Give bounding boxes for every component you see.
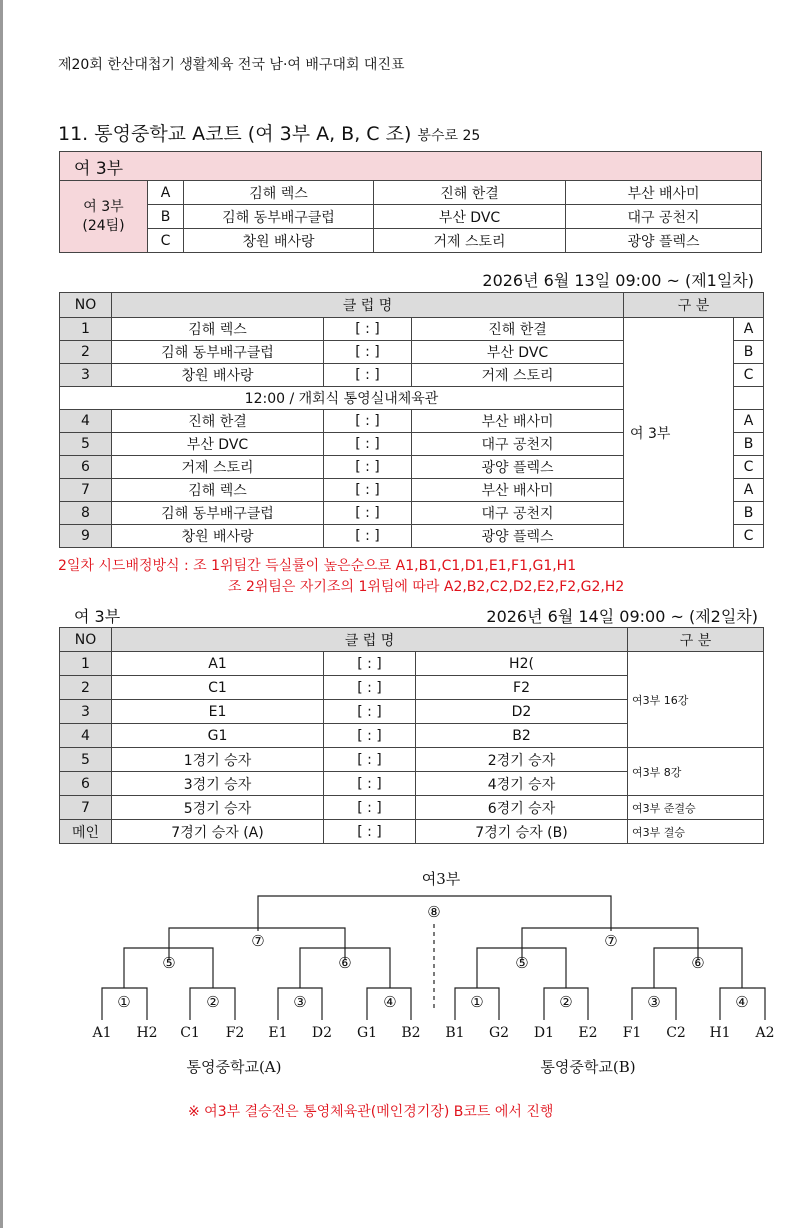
bracket-slot: H2: [136, 1025, 158, 1041]
away-team: 대구 공천지: [412, 433, 624, 456]
away-team: F2: [416, 676, 628, 700]
team-name: 부산 배사미: [566, 181, 762, 205]
header-no: NO: [60, 628, 112, 652]
score-box: [ : ]: [324, 525, 412, 548]
away-team: D2: [416, 700, 628, 724]
home-team: 창원 배사랑: [112, 364, 324, 387]
section-address: 봉수로 25: [417, 128, 481, 144]
group-letter-empty: [734, 387, 764, 410]
right-venue: 통영중학교(B): [540, 1058, 636, 1076]
away-team: 거제 스토리: [412, 364, 624, 387]
match-no: 1: [60, 652, 112, 676]
match-no: 7: [60, 479, 112, 502]
left-r16-node: ③: [293, 993, 307, 1011]
away-team: 진해 한결: [412, 318, 624, 341]
group-letter: B: [734, 341, 764, 364]
tournament-bracket: [0, 862, 800, 1102]
category-sf: 여3부 준결승: [628, 796, 764, 820]
match-no: 7: [60, 796, 112, 820]
match-no: 5: [60, 433, 112, 456]
right-r16-node: ③: [647, 993, 661, 1011]
section-title: [58, 119, 480, 146]
match-no: 9: [60, 525, 112, 548]
score-box: [ : ]: [324, 772, 416, 796]
right-qf-node: ⑤: [515, 954, 529, 972]
score-box: [ : ]: [324, 456, 412, 479]
score-box: [ : ]: [324, 676, 416, 700]
home-team: 창원 배사랑: [112, 525, 324, 548]
score-box: [ : ]: [324, 796, 416, 820]
bracket-slot: G2: [488, 1025, 510, 1041]
right-sf-node: ⑦: [604, 932, 618, 950]
bracket-slot: G1: [356, 1025, 378, 1041]
left-venue: 통영중학교(A): [186, 1058, 282, 1076]
score-box: [ : ]: [324, 479, 412, 502]
team-name: 광양 플렉스: [566, 229, 762, 253]
left-qf-node: ⑤: [162, 954, 176, 972]
home-team: 거제 스토리: [112, 456, 324, 479]
team-count: (24팀): [82, 217, 125, 234]
score-box: [ : ]: [324, 318, 412, 341]
match-no: 5: [60, 748, 112, 772]
bracket-slot: B1: [445, 1025, 465, 1041]
team-name: 김해 렉스: [184, 181, 374, 205]
team-name: 창원 배사랑: [184, 229, 374, 253]
home-team: 5경기 승자: [112, 796, 324, 820]
final-node: ⑧: [427, 903, 441, 921]
score-box: [ : ]: [324, 502, 412, 525]
footer-note: ※ 여3부 결승전은 통영체육관(메인경기장) B코트 에서 진행: [188, 1104, 554, 1120]
score-box: [ : ]: [324, 364, 412, 387]
away-team: 2경기 승자: [416, 748, 628, 772]
header-club: 클 럽 명: [112, 628, 628, 652]
score-box: [ : ]: [324, 748, 416, 772]
team-name: 대구 공천지: [566, 205, 762, 229]
groups-table: [59, 151, 762, 253]
right-r16-node: ④: [735, 993, 749, 1011]
seed-note-line1: 2일차 시드배정방식 : 조 1위팀간 득실률이 높은순으로 A1,B1,C1,D1,E1,F1,G1,H1: [58, 558, 577, 574]
group-letter: C: [734, 525, 764, 548]
bracket-slot: E2: [578, 1025, 598, 1041]
home-team: 1경기 승자: [112, 748, 324, 772]
day1-date: 2026년 6월 13일 09:00 ~ (제1일차): [482, 271, 754, 290]
match-no: 8: [60, 502, 112, 525]
bracket-slot: A1: [92, 1025, 112, 1041]
group-label: C: [148, 229, 184, 253]
group-letter: C: [734, 456, 764, 479]
away-team: 광양 플렉스: [412, 456, 624, 479]
bracket-slot: F1: [622, 1025, 642, 1041]
home-team: 3경기 승자: [112, 772, 324, 796]
category-qf: 여3부 8강: [628, 748, 764, 796]
match-no: 6: [60, 456, 112, 479]
home-team: A1: [112, 652, 324, 676]
opening-ceremony: 12:00 / 개회식 통영실내체육관: [60, 387, 624, 410]
category-cell: 여 3부: [624, 318, 734, 548]
score-box: [ : ]: [324, 724, 416, 748]
home-team: 진해 한결: [112, 410, 324, 433]
category-final: 여3부 결승: [628, 820, 764, 844]
score-box: [ : ]: [324, 652, 416, 676]
match-no: 2: [60, 341, 112, 364]
away-team: 6경기 승자: [416, 796, 628, 820]
away-team: 4경기 승자: [416, 772, 628, 796]
left-r16-node: ①: [117, 993, 131, 1011]
group-letter: A: [734, 318, 764, 341]
bracket-slot: B2: [401, 1025, 421, 1041]
match-no: 3: [60, 364, 112, 387]
bracket-slot: C2: [666, 1025, 686, 1041]
team-name: 진해 한결: [374, 181, 566, 205]
home-team: 김해 렉스: [112, 479, 324, 502]
header-no: NO: [60, 293, 112, 318]
header-category: 구 분: [624, 293, 764, 318]
team-name: 김해 동부배구클럽: [184, 205, 374, 229]
group-letter: C: [734, 364, 764, 387]
match-no: 6: [60, 772, 112, 796]
away-team: 부산 DVC: [412, 341, 624, 364]
match-no: 3: [60, 700, 112, 724]
bracket-slot: F2: [225, 1025, 245, 1041]
group-letter: A: [734, 479, 764, 502]
group-label: B: [148, 205, 184, 229]
left-r16-node: ②: [206, 993, 220, 1011]
away-team: B2: [416, 724, 628, 748]
home-team: 김해 동부배구클럽: [112, 502, 324, 525]
score-box: [ : ]: [324, 433, 412, 456]
away-team: 광양 플렉스: [412, 525, 624, 548]
right-qf-node: ⑥: [691, 954, 705, 972]
left-qf-node: ⑥: [338, 954, 352, 972]
section-title-text: 11. 통영중학교 A코트 (여 3부 A, B, C 조): [58, 123, 412, 145]
bracket-slot: D1: [533, 1025, 555, 1041]
bracket-slot: A2: [755, 1025, 775, 1041]
group-letter: B: [734, 502, 764, 525]
match-no: 4: [60, 410, 112, 433]
left-sf-node: ⑦: [251, 932, 265, 950]
score-box: [ : ]: [324, 700, 416, 724]
away-team: 부산 배사미: [412, 410, 624, 433]
away-team: 부산 배사미: [412, 479, 624, 502]
team-name: 부산 DVC: [374, 205, 566, 229]
home-team: E1: [112, 700, 324, 724]
groups-header: 여 3부: [60, 152, 762, 181]
day1-schedule-table: [59, 292, 764, 548]
bracket-slot: C1: [180, 1025, 200, 1041]
home-team: 7경기 승자 (A): [112, 820, 324, 844]
division-cell: [60, 181, 148, 253]
day2-schedule-table: [59, 627, 764, 844]
home-team: 김해 렉스: [112, 318, 324, 341]
day2-division: 여 3부: [74, 607, 121, 626]
bracket-title: 여3부: [421, 870, 461, 888]
match-no: 4: [60, 724, 112, 748]
day2-date: 2026년 6월 14일 09:00 ~ (제2일차): [486, 607, 758, 626]
score-box: [ : ]: [324, 341, 412, 364]
score-box: [ : ]: [324, 820, 416, 844]
home-team: C1: [112, 676, 324, 700]
home-team: 김해 동부배구클럽: [112, 341, 324, 364]
seed-note-line2: 조 2위팀은 자기조의 1위팀에 따라 A2,B2,C2,D2,E2,F2,G2,H2: [228, 579, 625, 595]
group-letter: B: [734, 433, 764, 456]
right-r16-node: ①: [470, 993, 484, 1011]
away-team: 대구 공천지: [412, 502, 624, 525]
group-label: A: [148, 181, 184, 205]
document-title: 제20회 한산대첩기 생활체육 전국 남·여 배구대회 대진표: [58, 57, 405, 73]
category-r16: 여3부 16강: [628, 652, 764, 748]
home-team: G1: [112, 724, 324, 748]
left-r16-node: ④: [383, 993, 397, 1011]
home-team: 부산 DVC: [112, 433, 324, 456]
score-box: [ : ]: [324, 410, 412, 433]
match-no: 2: [60, 676, 112, 700]
bracket-slot: H1: [709, 1025, 731, 1041]
match-no: 메인: [60, 820, 112, 844]
header-club: 클 럽 명: [112, 293, 624, 318]
team-name: 거제 스토리: [374, 229, 566, 253]
bracket-slot: E1: [268, 1025, 288, 1041]
away-team: 7경기 승자 (B): [416, 820, 628, 844]
division-label: 여 3부: [83, 198, 124, 215]
bracket-slot: D2: [311, 1025, 333, 1041]
header-category: 구 분: [628, 628, 764, 652]
group-letter: A: [734, 410, 764, 433]
match-no: 1: [60, 318, 112, 341]
away-team: H2(: [416, 652, 628, 676]
right-r16-node: ②: [559, 993, 573, 1011]
